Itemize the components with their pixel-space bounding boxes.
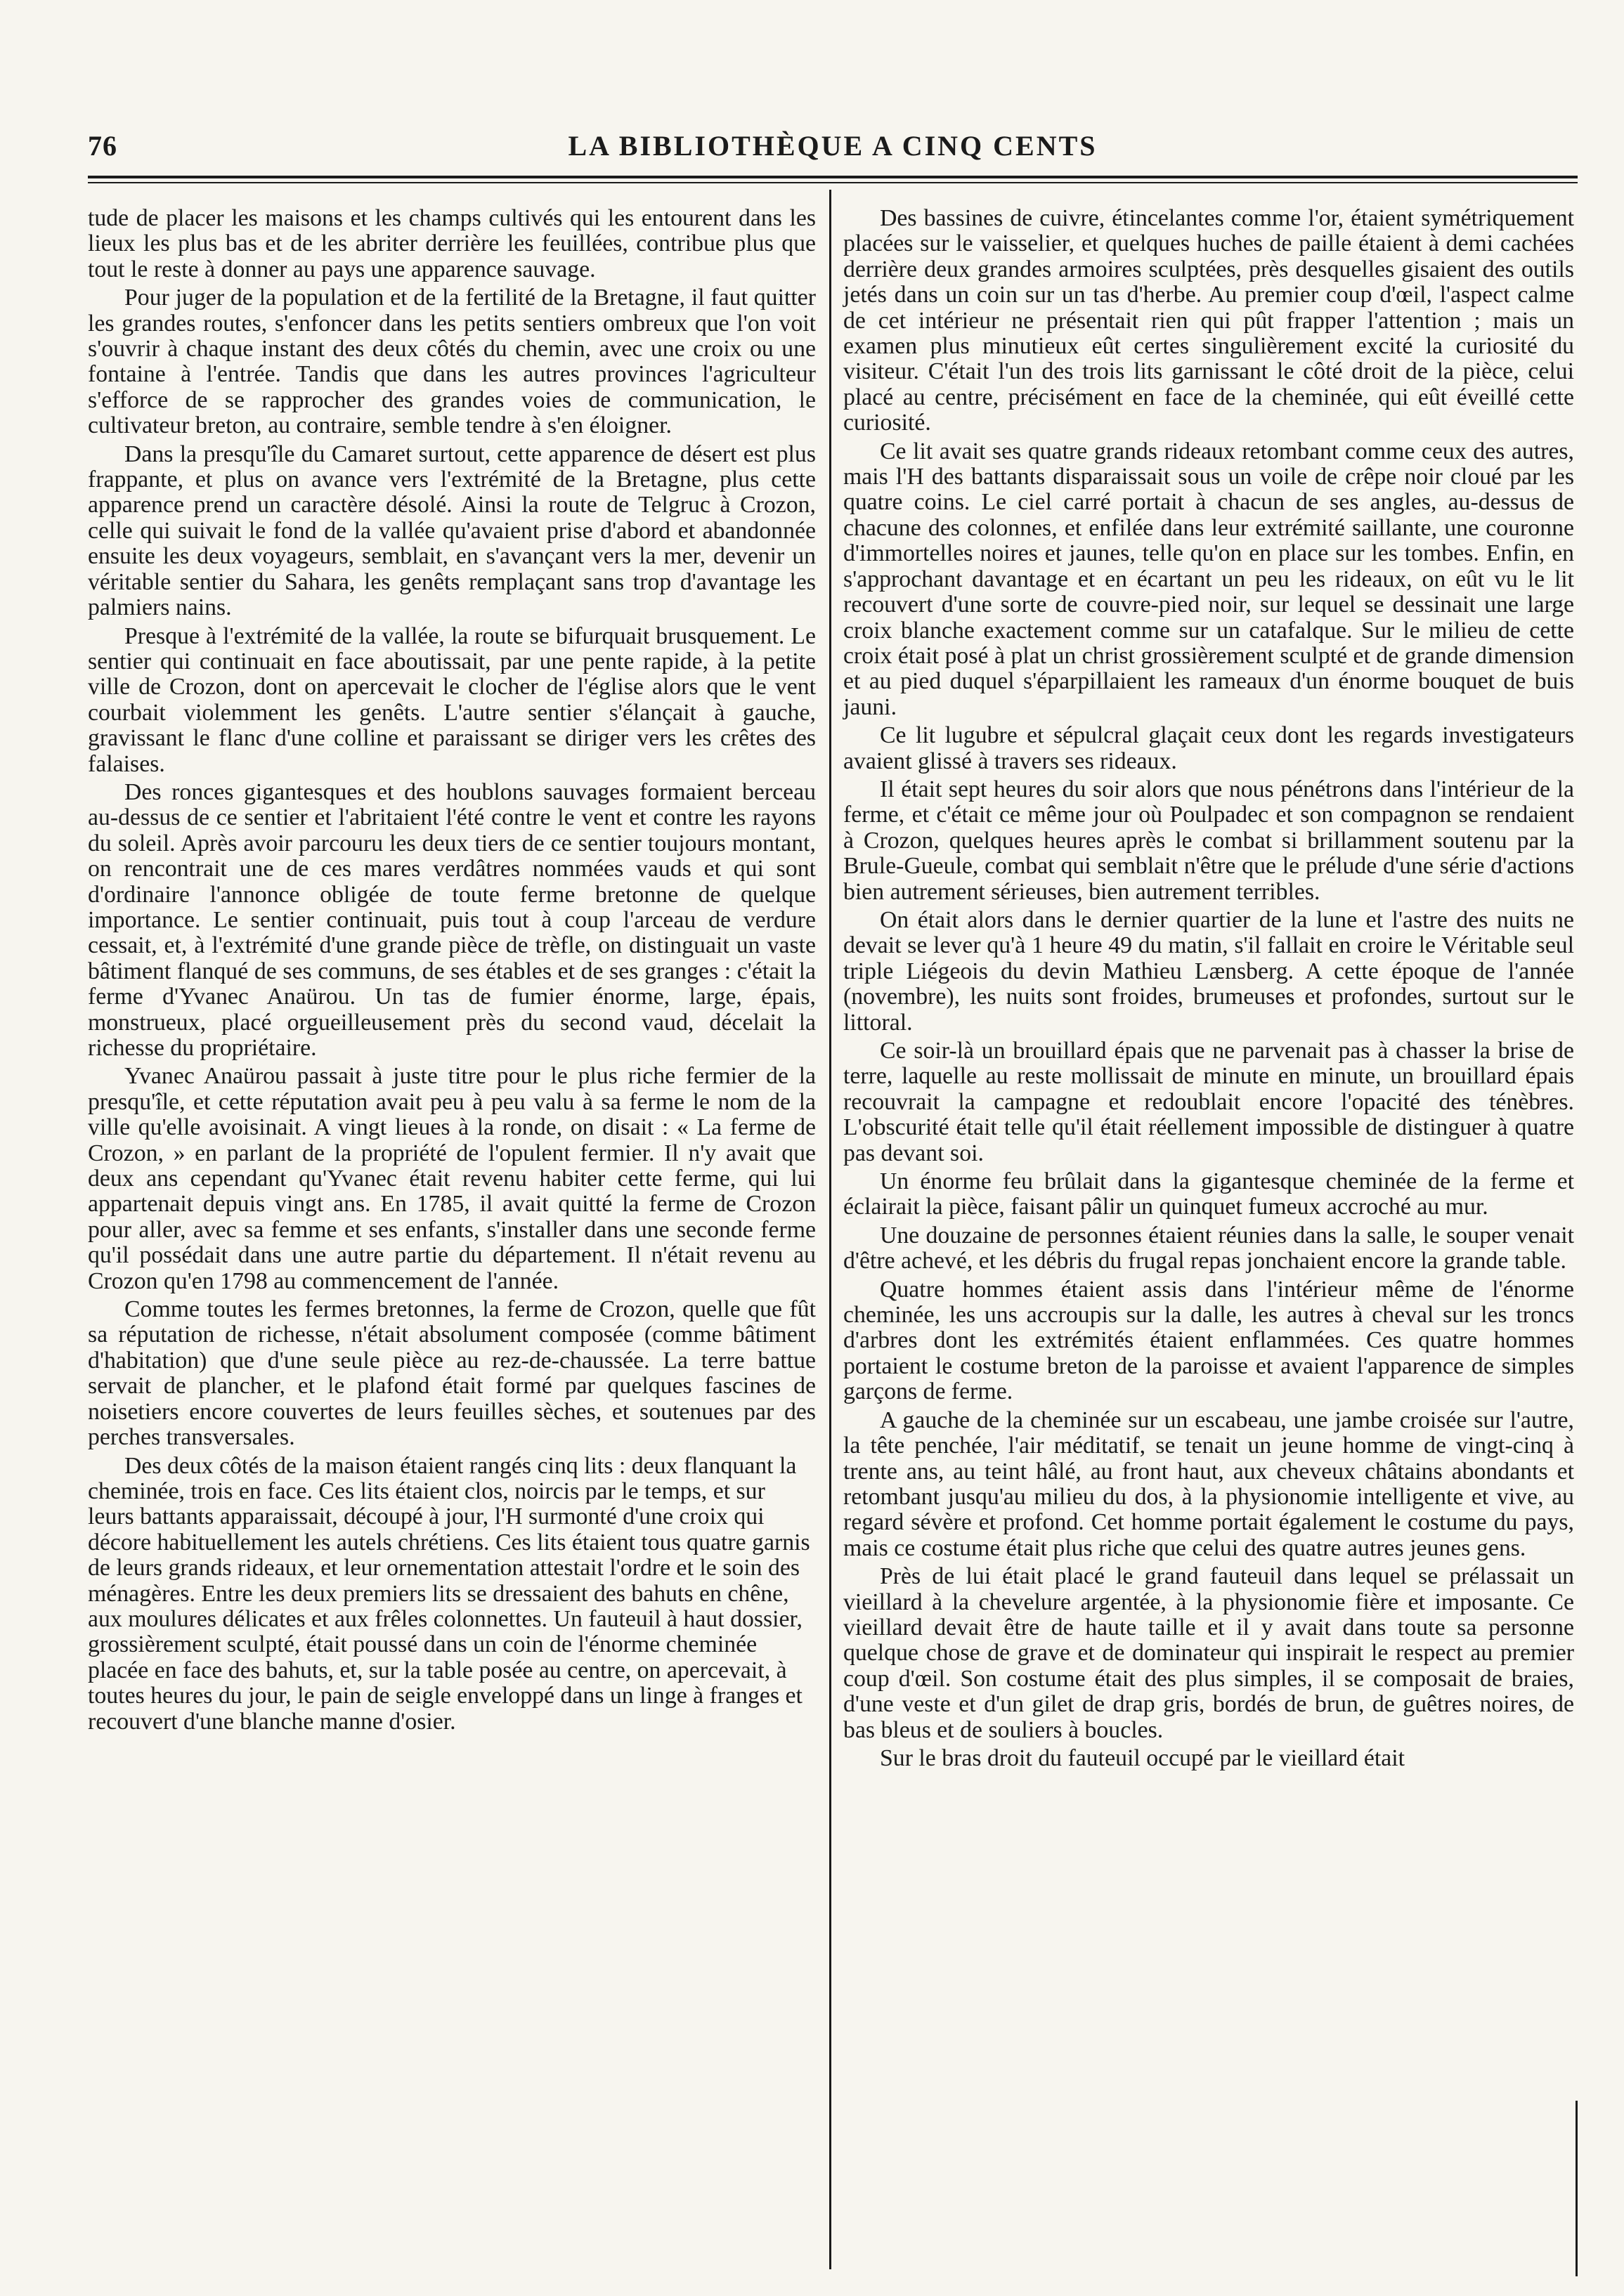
paragraph: On était alors dans le dernier quartier de la lune et l'astre des nuits ne devait se lever qu'à 1 heure 49 du matin, s'il fallait en croire le Véritable seul triple Liégeois du devin Mathieu Lænsberg. A cette époque de l'année (novembre), les nuits sont froides, brumeuses et profondes, surtout sur le littoral. <box>843 906 1574 1036</box>
paragraph: Comme toutes les fermes bretonnes, la ferme de Crozon, quelle que fût sa réputation de richesse, n'était absolument composée (comme bâtiment d'habitation) que d'une seule pièce au rez-de-chaussée. La terre battue servait de plancher, et le plafond était formé par quelques fascines de noisetiers encore couvertes de leurs feuilles sèches, et soutenues par des perches transversales. <box>88 1296 816 1451</box>
paragraph: tude de placer les maisons et les champs cultivés qui les entourent dans les lieux les plus bas et de les abriter derrière les feuillées, contribue plus que tout le reste à donner au pays une apparence sauvage. <box>88 205 816 282</box>
paragraph: Des deux côtés de la maison étaient rangés cinq lits : deux flanquant la cheminée, trois en face. Ces lits étaient clos, noircis par le temps, et sur leurs battants apparaissait, découpé à jour, l'H surmonté d'une croix qui décore habituellement les autels chrétiens. Ces lits étaient tous quatre garnis de leurs grands rideaux, et leur ornementation attestait l'ordre et le soin des ménagères. Entre les deux premiers lits se dressaient des bahuts en chêne, aux moulures délicates et aux frêles colonnettes. Un fauteuil à haut dossier, grossièrement sculpté, était poussé dans un coin de l'énorme cheminée placée en face des bahuts, et, sur la table posée au centre, on apercevait, à toutes heures du jour, le pain de seigle enveloppé dans un linge à franges et recouvert d'une blanche manne d'osier. <box>88 1452 810 1735</box>
left-column <box>88 206 816 1735</box>
paragraph: Dans la presqu'île du Camaret surtout, cette apparence de désert est plus frappante, et plus on avance vers l'extrémité de la Bretagne, plus cette apparence prend un caractère désolé. Ainsi la route de Telgruc à Crozon, celle qui suivait le fond de la vallée qu'avaient prise d'abord et abandonnée ensuite les deux voyageurs, semblait, en s'avançant vers la mer, devenir un véritable sentier du Sahara, les genêts remplaçant sans trop d'avantage les palmiers nains. <box>88 441 816 621</box>
right-column <box>843 206 1574 1771</box>
paragraph: Ce lit avait ses quatre grands rideaux retombant comme ceux des autres, mais l'H des battants disparaissait sous un voile de crêpe noir cloué par les quatre coins. Le ciel carré portait à chacun de ses angles, au-dessus de chacune des colonnes, et enfilée dans leur extrémité saillante, une couronne d'immortelles noires et jaunes, telle qu'on en place sur les tombes. Enfin, en s'approchant davantage et en écartant un peu les rideaux, on eût vu le lit recouvert d'une sorte de couvre-pied noir, sur lequel se dessinait une large croix blanche exactement comme sur un catafalque. Sur le milieu de cette croix était posé à plat un christ grossièrement sculpté et de grande dimension et au pied duquel s'éparpillaient les rameaux d'un énorme bouquet de buis jauni. <box>843 438 1574 720</box>
header-rule-thick <box>88 176 1578 178</box>
paragraph: Des bassines de cuivre, étincelantes comme l'or, étaient symétriquement placées sur le vaisselier, et quelques huches de paille étaient à demi cachées derrière deux grandes armoires sculptées, près desquelles gisaient des outils jetés dans un coin sur un tas d'herbe. Au premier coup d'œil, l'aspect calme de cet intérieur ne présentait rien qui pût frapper l'attention ; mais un examen plus minutieux eût certes singulièrement excité la curiosité du visiteur. C'était l'un des trois lits garnissant le côté droit de la pièce, celui placé au centre, précisément en face de la cheminée, qui eût éveillé cette curiosité. <box>843 205 1574 436</box>
paragraph: Pour juger de la population et de la fertilité de la Bretagne, il faut quitter les grandes routes, s'enfoncer dans les petits sentiers ombreux que l'on voit s'ouvrir à chaque instant des deux côtés du chemin, avec une croix ou une fontaine à l'entrée. Tandis que dans les autres provinces l'agriculteur s'efforce de se rapprocher des grandes voies de communication, le cultivateur breton, au contraire, semble tendre à s'en éloigner. <box>88 285 816 439</box>
paragraph: Une douzaine de personnes étaient réunies dans la salle, le souper venait d'être achevé, et les débris du frugal repas jonchaient encore la grande table. <box>843 1222 1574 1274</box>
paragraph: Presque à l'extrémité de la vallée, la route se bifurquait brusquement. Le sentier qui continuait en face aboutissait, par une pente rapide, à la petite ville de Crozon, dont on apercevait le clocher de l'église alors que le vent courbait violemment les genêts. L'autre sentier s'élançait à gauche, gravissant le flanc d'une colline et paraissant se diriger vers les crêtes des falaises. <box>88 622 816 777</box>
page-header <box>88 125 1578 170</box>
header-rule-thin <box>88 182 1578 183</box>
paragraph: A gauche de la cheminée sur un escabeau, une jambe croisée sur l'autre, la tête penchée, l'air méditatif, se tenait un jeune homme de vingt-cinq à trente ans, au teint hâlé, au front haut, aux cheveux châtains abondants et retombant jusqu'au milieu du dos, à la physionomie intelligente et vive, au regard sévère et profond. Cet homme portait également le costume du pays, mais ce costume était plus riche que celui des quatre autres jeunes gens. <box>843 1407 1574 1561</box>
paragraph: Il était sept heures du soir alors que nous pénétrons dans l'intérieur de la ferme, et c'était ce même jour où Poulpadec et son compagnon se rendaient à Crozon, quelques heures après le combat si brillamment soutenu par la Brule-Gueule, combat qui semblait n'être que le prélude d'une série d'actions bien autrement sérieuses, bien autrement terribles. <box>843 776 1574 905</box>
right-edge-rule <box>1576 2101 1578 2276</box>
paragraph: Près de lui était placé le grand fauteuil dans lequel se prélassait un vieillard à la chevelure argentée, à la physionomie fière et imposante. Ce vieillard devait être de haute taille et il y avait dans toute sa personne quelque chose de grave et de dominateur qui inspirait le respect au premier coup d'œil. Son costume était des plus simples, il se composait de braies, d'une veste et d'un gilet de drap gris, bordés de brun, de guêtres noires, de bas bleus et de souliers à boucles. <box>843 1563 1574 1743</box>
paragraph: Yvanec Anaürou passait à juste titre pour le plus riche fermier de la presqu'île, et cette réputation avait peu à peu valu à sa ferme le nom de la ville qu'elle avoisinait. A vingt lieues à la ronde, on disait : « La ferme de Crozon, » en parlant de la propriété de l'opulent fermier. Il n'y avait que deux ans cependant qu'Yvanec était revenu habiter cette ferme, qui lui appartenait depuis vingt ans. En 1785, il avait quitté la ferme de Crozon pour aller, avec sa femme et ses enfants, s'installer dans une seconde ferme qu'il possédait dans une autre partie du département. Il n'était revenu au Crozon qu'en 1798 au commencement de l'année. <box>88 1063 816 1294</box>
running-title: LA BIBLIOTHÈQUE A CINQ CENTS <box>568 130 1098 162</box>
column-divider <box>829 190 831 2269</box>
paragraph: Quatre hommes étaient assis dans l'intérieur même de l'énorme cheminée, les uns accroupis sur la dalle, les autres à cheval sur les troncs d'arbres dont les extrémités étaient enflammées. Ces quatre hommes portaient le costume breton de la paroisse et avaient l'apparence de simples garçons de ferme. <box>843 1276 1574 1405</box>
paragraph: Un énorme feu brûlait dans la gigantesque cheminée de la ferme et éclairait la pièce, faisant pâlir un quinquet fumeux accroché au mur. <box>843 1168 1574 1220</box>
paragraph: Ce lit lugubre et sépulcral glaçait ceux dont les regards investigateurs avaient glissé à travers ses rideaux. <box>843 722 1574 774</box>
paragraph: Sur le bras droit du fauteuil occupé par le vieillard était <box>880 1744 1405 1771</box>
paragraph: Ce soir-là un brouillard épais que ne parvenait pas à chasser la brise de terre, laquelle au reste mollissait de minute en minute, un brouillard épais recouvrait la campagne et redoublait encore l'opacité des ténèbres. L'obscurité était telle qu'il était réellement impossible de distinguer à quatre pas devant soi. <box>843 1038 1574 1166</box>
paragraph: Des ronces gigantesques et des houblons sauvages formaient berceau au-dessus de ce sentier et l'abritaient l'été contre le vent et contre les rayons du soleil. Après avoir parcouru les deux tiers de ce sentier toujours montant, on rencontrait une de ces mares verdâtres nommées vauds et qui sont d'ordinaire l'annonce obligée de toute ferme bretonne de quelque importance. Le sentier continuait, puis tout à coup l'arceau de verdure cessait, et, à l'extrémité d'une grande pièce de trèfle, on distinguait un vaste bâtiment flanqué de ses communs, de ses étables et de ses granges : c'était la ferme d'Yvanec Anaürou. Un tas de fumier énorme, large, épais, monstrueux, placé orgueilleusement près du second vaud, décelait la richesse du propriétaire. <box>88 778 816 1061</box>
page-number: 76 <box>88 130 117 162</box>
